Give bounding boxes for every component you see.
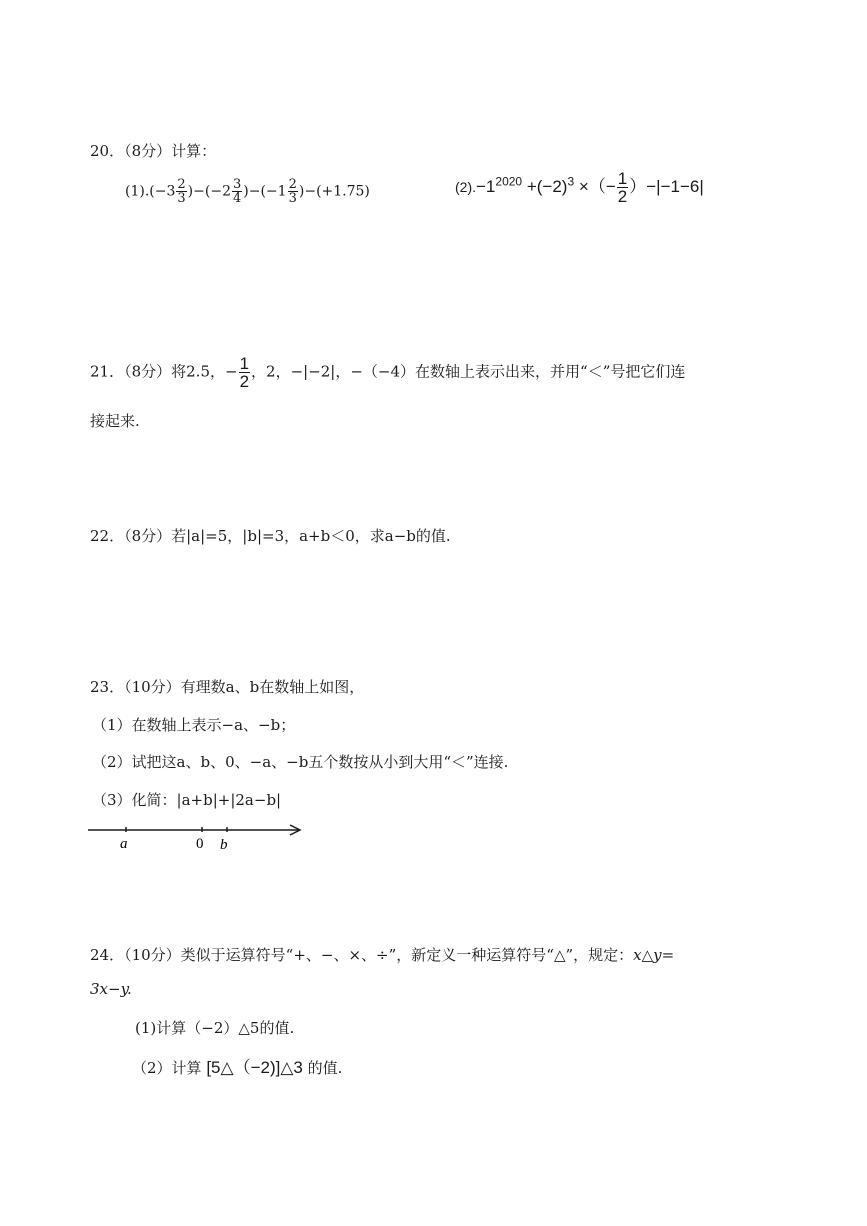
q20-p2-term-a: −1 [476,176,496,196]
q24-line1 [90,944,674,965]
q23-item1: （1）在数轴上表示−a、−b； [92,716,296,734]
q20-p1-term2: (−2 [204,183,231,200]
q24-item2-pre: （2）计算 [132,1059,202,1077]
q20-part2-expression: $(2).-1^{2020} +(-2)^3$ ×（− $\frac{1}{2}$ ）−|−1−6| [455,169,704,206]
q20-p1-term1: (−3 [149,183,176,200]
q20-p1-term4: (+1.75) [316,183,370,200]
q20-part1-label: (1). [125,183,150,200]
q22-text: 22．（8分）若|a|=5，|b|=3，a+b＜0，求a−b的值. [90,527,451,545]
q24-line1-text: 24．（10分）类似于运算符号“+、−、×、÷”，新定义一种运算符号“△”，规定： [90,946,634,964]
q24-item2-expr: [5△（−2)]△3 [206,1058,303,1077]
q20-p1-op3: − [304,183,317,200]
q20-p1-op1: − [193,183,205,200]
number-line [85,818,310,858]
q23-item2: （2）试把这a、b、0、−a、−b五个数按从小到大用“＜”连接. [92,753,509,771]
q23-item3: （3）化简：|a+b|+|2a−b| [92,791,282,809]
q20-part1-expression: (1).(−3 $\frac{2}{3}$ )−(−2 $\frac{3}{4}$ )−(−1 $\frac{2}{3}$ )−(+1.75) [125,177,370,206]
q24-item1: (1)计算（−2）△5的值. [135,1019,295,1037]
q21-line1-a: 21．（8分）将2.5，− [90,362,238,381]
q20-p1-op2: − [248,183,261,200]
q20-heading: 20．（8分）计算： [90,142,217,160]
q20-p2-term-b: +(−2) [526,176,568,196]
q20-p1-frac2: $\frac{3}{4}$ [232,177,242,206]
q24-item2-post: 的值. [307,1059,343,1077]
q20-p2-exp-b: 3 [567,174,575,189]
q20-p2-frac: $\frac{1}{2}$ [617,169,628,206]
q20-part2-label: (2). [455,178,476,195]
q20-p1-frac3: $\frac{2}{3}$ [288,177,297,206]
q23-heading: 23．（10分）有理数a、b在数轴上如图， [90,678,365,696]
q21-frac: $\frac{1}{2}$ [239,354,250,391]
q20-p2-term-c: ×（− [578,176,616,196]
q24-definition-lhs: x△y= [633,946,675,964]
label-zero: 0 [196,836,204,852]
q21-line1 [90,355,685,390]
q20-p1-term3: (−1 [260,183,287,200]
q20-p2-exp-a: 2020 [495,174,523,189]
q21-line1-b: ，2，−|−2|，−（−4）在数轴上表示出来，并用“＜”号把它们连 [251,362,686,381]
q21-line2: 接起来. [90,412,140,430]
label-b: b [220,837,228,853]
q24-line2: 3x−y. [90,980,132,998]
q20-p1-frac1: $\frac{2}{3}$ [177,177,186,206]
label-a: a [120,836,128,852]
q24-item2 [132,1053,342,1078]
q20-p2-term-d: −|−1−6| [646,176,704,196]
